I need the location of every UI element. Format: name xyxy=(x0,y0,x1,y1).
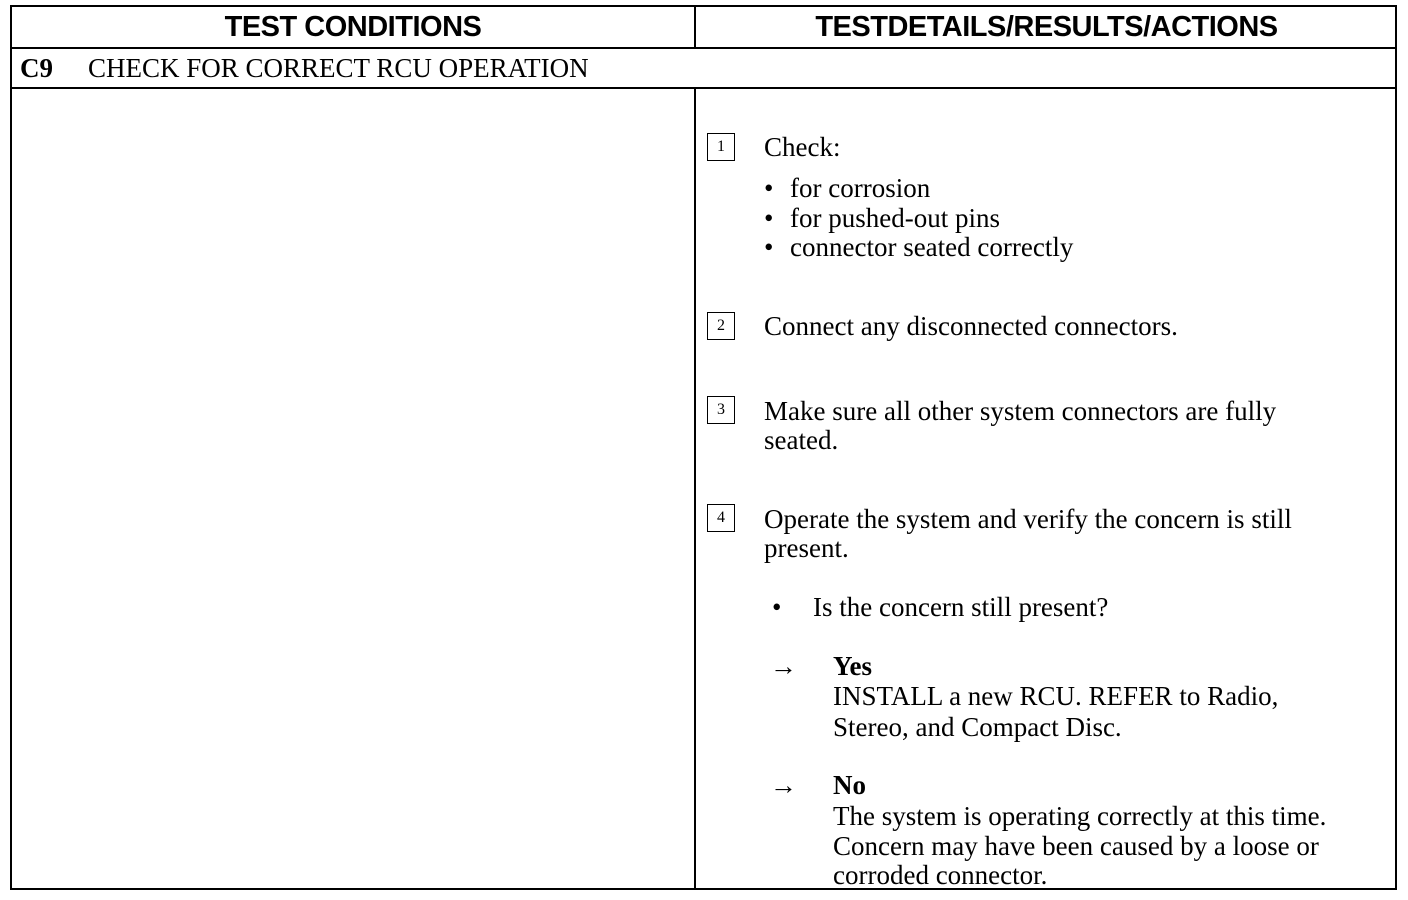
question-bullet: • xyxy=(772,592,782,622)
step-number-box-3: 3 xyxy=(707,396,735,424)
action-3-text-line2: seated. xyxy=(764,425,839,455)
yes-arrow-icon: → xyxy=(770,651,797,681)
step-number-box-2: 2 xyxy=(707,312,735,340)
no-label: No xyxy=(833,770,866,800)
yes-text-line2: Stereo, and Compact Disc. xyxy=(833,712,1122,742)
no-text-line3: corroded connector. xyxy=(833,860,1048,890)
no-arrow-icon: → xyxy=(770,770,797,800)
header-divider xyxy=(12,47,1397,49)
header-test-conditions: TEST CONDITIONS xyxy=(224,11,482,43)
step-number-box-1: 1 xyxy=(707,133,735,161)
yes-text-line1: INSTALL a new RCU. REFER to Radio, xyxy=(833,681,1279,711)
check-bullet-2: • xyxy=(764,203,774,233)
check-item-2: for pushed-out pins xyxy=(790,203,1000,233)
step-number-box-4: 4 xyxy=(707,504,735,532)
check-bullet-3: • xyxy=(764,232,774,262)
no-text-line1: The system is operating correctly at this time. xyxy=(833,801,1327,831)
step-title-row xyxy=(20,51,589,85)
step-divider xyxy=(12,87,1397,89)
procedure-table xyxy=(10,5,1397,890)
action-4-text-line2: present. xyxy=(764,533,849,563)
step-id: C9 xyxy=(20,53,53,83)
action-4-text-line1: Operate the system and verify the concern is still xyxy=(764,504,1292,534)
check-bullet-1: • xyxy=(764,173,774,203)
check-item-1: for corrosion xyxy=(790,173,931,203)
column-divider-body xyxy=(694,89,696,890)
no-text-line2: Concern may have been caused by a loose or xyxy=(833,831,1319,861)
action-2-text: Connect any disconnected connectors. xyxy=(764,311,1178,341)
yes-label: Yes xyxy=(833,651,872,681)
action-3-text-line1: Make sure all other system connectors are fully xyxy=(764,396,1277,426)
action-1-text: Check: xyxy=(764,132,841,162)
step-title: CHECK FOR CORRECT RCU OPERATION xyxy=(88,53,589,83)
question-text: Is the concern still present? xyxy=(813,592,1109,622)
header-test-details: TESTDETAILS/RESULTS/ACTIONS xyxy=(815,11,1278,43)
check-item-3: connector seated correctly xyxy=(790,232,1074,262)
